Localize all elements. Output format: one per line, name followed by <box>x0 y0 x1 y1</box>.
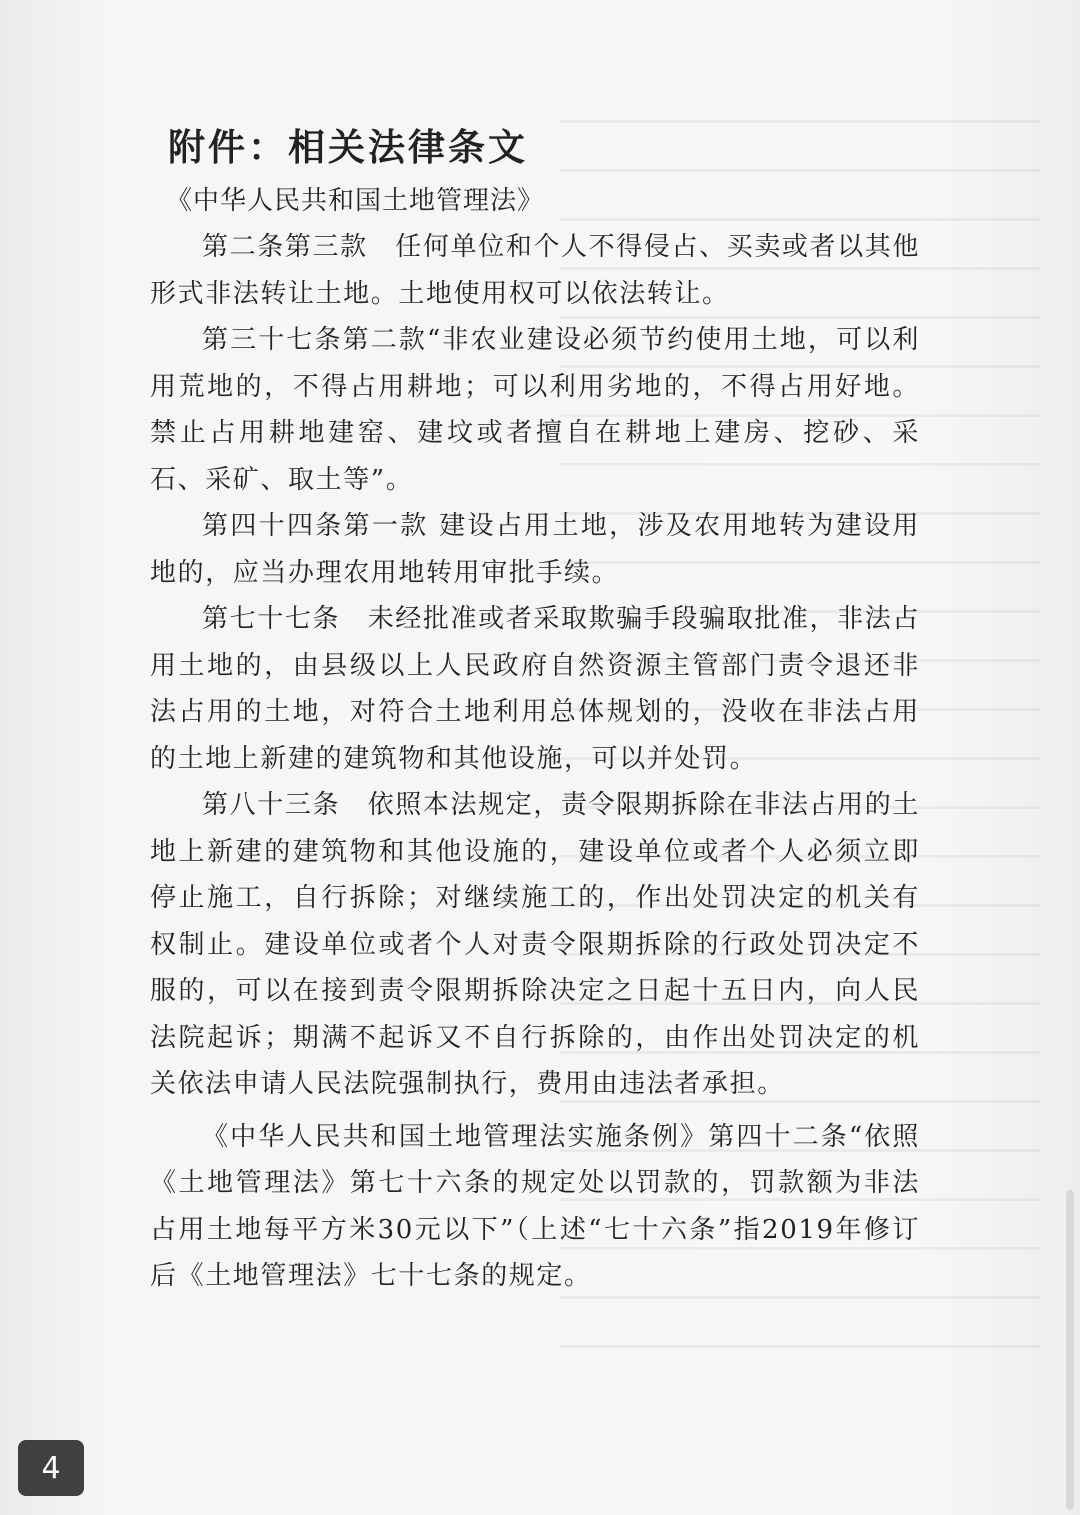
article-77-paragraph: 第七十七条 未经批准或者采取欺骗手段骗取批准，非法占用土地的，由县级以上人民政府自然资源主管部门责令退还非法占用的土地，对符合土地利用总体规划的，没收在非法占用的土地上新建的建筑物和其他设施，可以并处罚。 <box>150 604 920 774</box>
article-44-paragraph: 第四十四条第一款 建设占用土地，涉及农用地转为建设用地的，应当办理农用地转用审批手续。 <box>150 511 920 588</box>
article-37-paragraph: 第三十七条第二款“非农业建设必须节约使用土地，可以利用荒地的，不得占用耕地；可以利用劣地的，不得占用好地。禁止占用耕地建窑、建坟或者擅自在耕地上建房、挖砂、采石、采矿、取土等”。 <box>150 325 920 495</box>
document-body <box>150 122 920 1300</box>
law-name: 《中华人民共和国土地管理法》 <box>166 186 545 216</box>
page-title: 附件：相关法律条文 <box>168 126 528 169</box>
scrollbar[interactable] <box>1066 1190 1074 1510</box>
page-number-badge: 4 <box>18 1440 84 1496</box>
article-83-paragraph: 第八十三条 依照本法规定，责令限期拆除在非法占用的土地上新建的建筑物和其他设施的，建设单位或者个人必须立即停止施工，自行拆除；对继续施工的，作出处罚决定的机关有权制止。建设单位或者个人对责令限期拆除的行政处罚决定不服的，可以在接到责令限期拆除决定之日起十五日内，向人民法院起诉；期满不起诉又不自行拆除的，由作出处罚决定的机关依法申请人民法院强制执行，费用由违法者承担。 <box>150 790 920 1099</box>
regulation-paragraph: 《中华人民共和国土地管理法实施条例》第四十二条“依照《土地管理法》第七十六条的规定处以罚款的，罚款额为非法占用土地每平方米30元以下”（上述“七十六条”指2019年修订后《土地管理法》七十七条的规定。 <box>150 1121 920 1291</box>
article-2-paragraph: 第二条第三款 任何单位和个人不得侵占、买卖或者以其他形式非法转让土地。土地使用权可以依法转让。 <box>150 232 920 309</box>
